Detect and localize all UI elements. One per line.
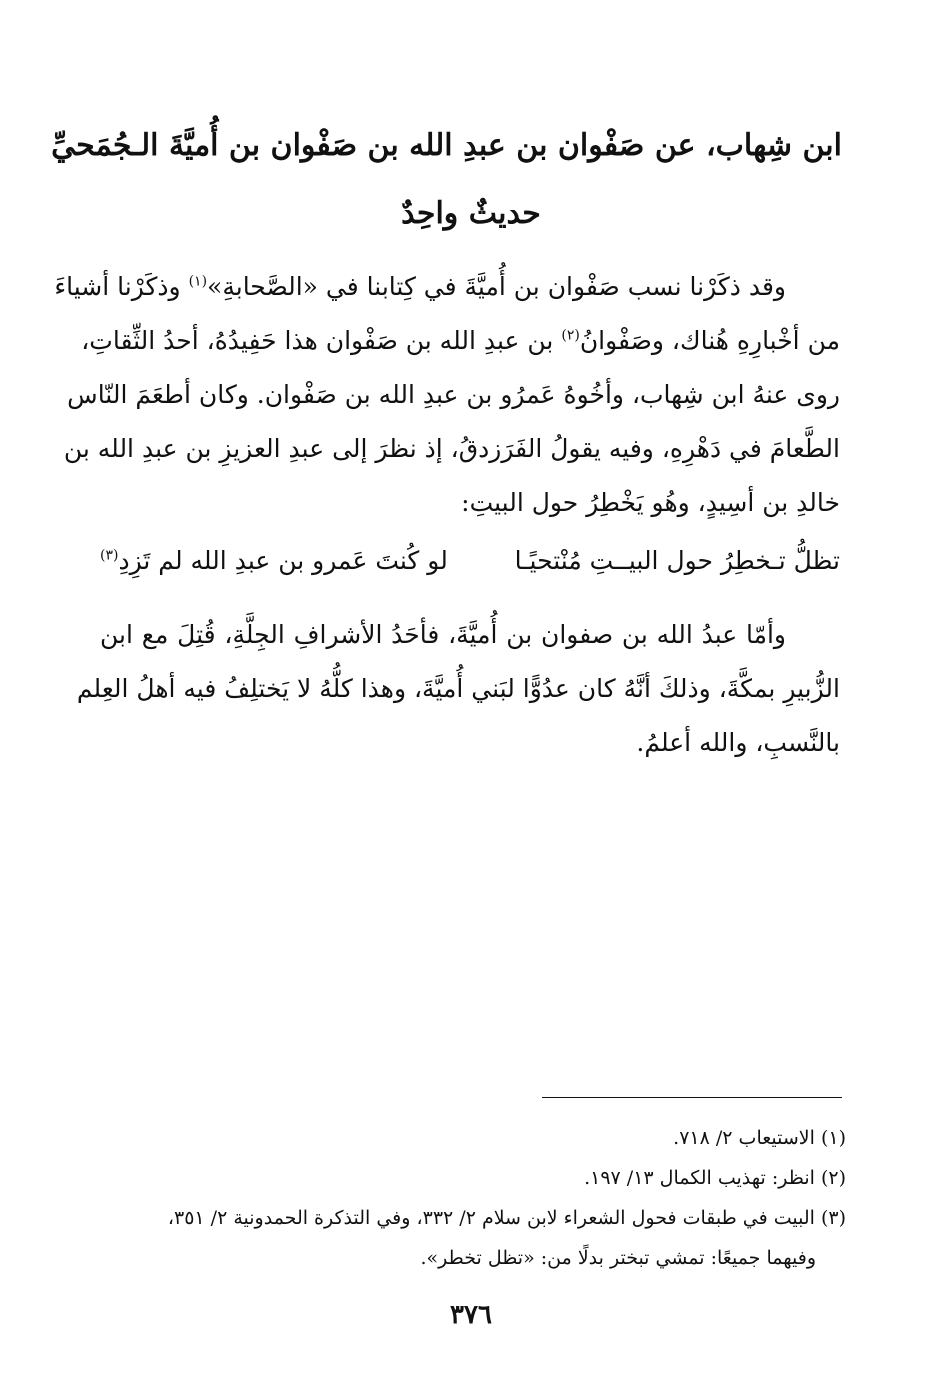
verse-hemistich-second: لو كُنتَ عَمرو بن عبدِ الله لم تَزِدِ$^{(٣)}$ xyxy=(100,546,448,575)
footnote-marker[interactable]: (٢) xyxy=(561,327,580,344)
footnote-divider xyxy=(542,1097,842,1098)
footnote-marker[interactable]: (١) xyxy=(188,273,208,290)
paragraph-line: روى عنهُ ابن شِهاب، وأخُوهُ عَمرُو بن عبدِ الله بن صَفْوان. وكان أطعَمَ النّاس xyxy=(67,380,840,409)
paragraph-line: بالنَّسبِ، والله أعلمُ. xyxy=(636,728,840,757)
paragraph-line: الزُّبيرِ بمكَّةَ، وذلكَ أنَّهُ كان عدُوًّا لبَني أُميَّةَ، وهذا كلُّهُ لا يَختلِفُ فيه أهلُ العِلم xyxy=(76,674,840,703)
page-number: ٣٧٦ xyxy=(450,1300,492,1330)
heading-title: ابن شِهاب، عن صَفْوان بن عبدِ الله بن صَفْوان بن أُميَّةَ الـجُمَحيِّ xyxy=(51,128,842,163)
footnote-1: (١) الاستيعاب ٢/ ٧١٨. xyxy=(673,1127,846,1149)
heading-subtitle: حديثٌ واحِدٌ xyxy=(401,196,541,231)
paragraph-line: وأمّا عبدُ الله بن صفوان بن أُميَّةَ، فأحَدُ الأشرافِ الجِلَّةِ، قُتِلَ مع ابن xyxy=(100,620,786,649)
chapter-heading xyxy=(51,112,842,248)
footnotes xyxy=(100,1118,846,1278)
footnote-3-continued: وفيهما جميعًا: تمشي تبختر بدلًا من: «تظل تخطر». xyxy=(420,1247,816,1269)
paragraph-line: من أخْبارِهِ هُناك، وصَفْوانُ$^{(٢)}$ بن عبدِ الله بن صَفْوان هذا حَفِيدُهُ، أحدُ الثِّقاتِ، xyxy=(81,326,840,355)
footnote-marker[interactable]: (٣) xyxy=(100,547,119,564)
poetry-verse xyxy=(100,534,840,588)
main-text xyxy=(54,260,840,770)
paragraph-line: الطَّعامَ في دَهْرِهِ، وفيه يقولُ الفَرَزدقُ، إذ نظرَ إلى عبدِ العزيزِ بن عبدِ الله بن xyxy=(63,434,840,463)
verse-hemistich-first: تظلُّ تـخطِرُ حول البيــتِ مُنْتحيًـا xyxy=(514,546,840,575)
footnote-3: (٣) البيت في طبقات فحول الشعراء لابن سلام ٢/ ٣٣٢، وفي التذكرة الحمدونية ٢/ ٣٥١، xyxy=(167,1207,846,1229)
paragraph-line: وقد ذكَرْنا نسب صَفْوان بن أُميَّةَ في كِتابنا في «الصَّحابةِ»$^{(١)}$ وذكَرْنا أشياءَ xyxy=(54,272,786,301)
paragraph-line: خالدِ بن أسِيدٍ، وهُو يَخْطِرُ حول البيتِ: xyxy=(461,488,840,517)
footnote-2: (٢) انظر: تهذيب الكمال ١٣/ ١٩٧. xyxy=(584,1167,846,1189)
